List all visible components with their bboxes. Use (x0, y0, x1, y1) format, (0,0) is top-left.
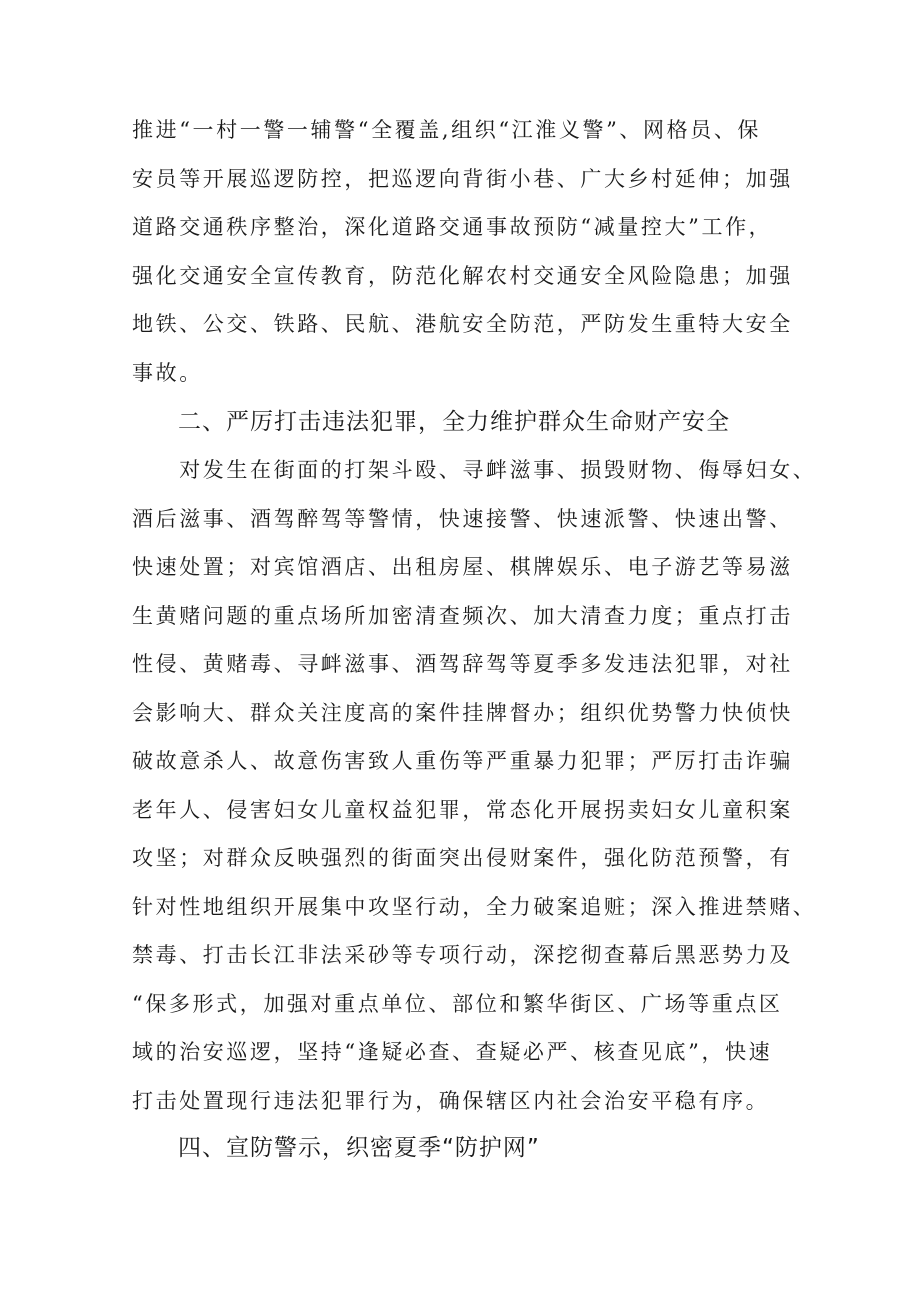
paragraph-line: 会影响大、群众关注度高的案件挂牌督办；组织优势警力快侦快 (132, 700, 793, 725)
paragraph-line: 强化交通安全宣传教育，防范化解农村交通安全风险隐患；加强 (132, 263, 793, 288)
paragraph-line: 地铁、公交、铁路、民航、港航安全防范，严防发生重特大安全 (132, 312, 793, 336)
paragraph-line: 老年人、侵害妇女儿童权益犯罪，常态化开展拐卖妇女儿童积案 (132, 797, 793, 822)
paragraph-line: 打击处置现行违法犯罪行为，确保辖区内社会治安平稳有序。 (132, 1088, 770, 1113)
paragraph-line: 禁毒、打击长江非法采砂等专项行动，深挖彻查幕后黑恶势力及 (132, 943, 793, 967)
paragraph-line: 攻坚；对群众反映强烈的街面突出侵财案件，强化防范预警，有 (132, 846, 793, 870)
paragraph-line: 道路交通秩序整治，深化道路交通事故预防“减量控大”工作， (132, 215, 773, 239)
paragraph-line: 域的治安巡逻，坚持“逢疑必查、查疑必严、核查见底”，快速 (132, 1040, 773, 1064)
paragraph-line: 针对性地组织开展集中攻坚行动，全力破案追赃；深入推进禁赌、 (132, 894, 817, 919)
paragraph-patrol-traffic (132, 106, 794, 397)
paragraph-crackdown (132, 446, 817, 1125)
paragraph-line: 安员等开展巡逻防控，把巡逻向背街小巷、广大乡村延伸；加强 (132, 166, 793, 191)
paragraph-line: 事故。 (132, 360, 203, 385)
section-heading-4: 四、宣防警示，织密夏季“防护网” (178, 1135, 540, 1161)
section-heading-2: 二、严厉打击违法犯罪，全力维护群众生命财产安全 (178, 409, 730, 435)
paragraph-line: 快速处置；对宾馆酒店、出租房屋、棋牌娱乐、电子游艺等易滋 (132, 555, 793, 579)
paragraph-line: 破故意杀人、故意伤害致人重伤等严重暴力犯罪；严厉打击诈骗 (132, 749, 793, 773)
paragraph-line: 推进“一村一警一辅警“全覆盖,组织“江淮义警”、网格员、保 (132, 118, 762, 142)
paragraph-line: 酒后滋事、酒驾醉驾等警情，快速接警、快速派警、快速出警、 (132, 506, 793, 531)
paragraph-line: 对发生在街面的打架斗殴、寻衅滋事、损毁财物、侮辱妇女、 (132, 458, 817, 482)
paragraph-line: 生黄赌问题的重点场所加密清查频次、加大清查力度；重点打击 (132, 603, 793, 628)
paragraph-line: “保多形式，加强对重点单位、部位和繁华街区、广场等重点区 (132, 991, 783, 1016)
paragraph-line: 性侵、黄赌毒、寻衅滋事、酒驾辞驾等夏季多发违法犯罪，对社 (132, 652, 793, 676)
